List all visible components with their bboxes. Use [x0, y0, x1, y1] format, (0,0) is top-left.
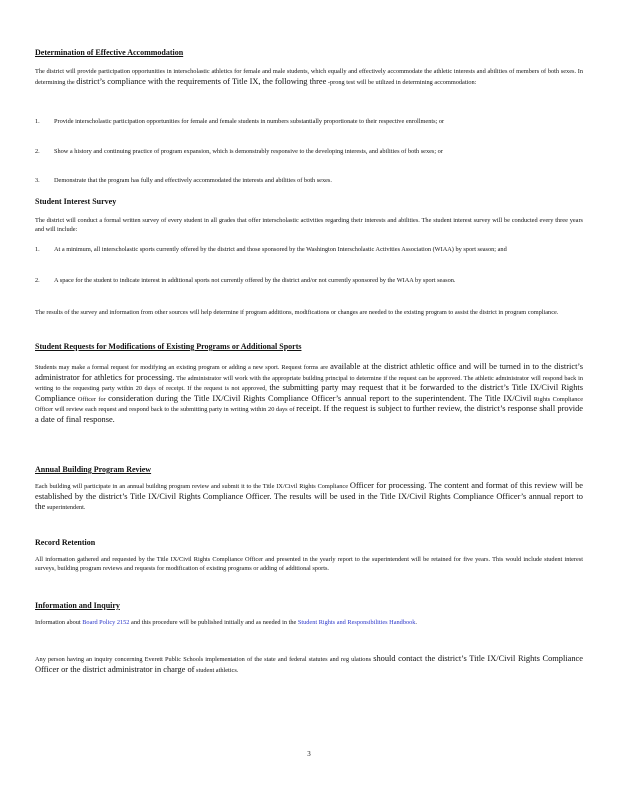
annual-p1d: superintendent.	[46, 504, 86, 512]
inquiry-p2a: Any person having an inquiry concerning Everett Public Schools implementation of the state and federal statutes and reg ulations	[35, 656, 372, 663]
annual-p1c: Compliance Officer. The results will be used in the Title IX/Civil Rights Compliance Officer’s annual report to the	[35, 491, 583, 512]
heading-requests: Student Requests for Modifications of Existing Programs or Additional Sports	[35, 342, 302, 351]
requests-p1d: the submitting party may request that it be forwarded to the district’s Title IX/Civil Rights Compliance	[35, 383, 583, 403]
list-number: 1.	[35, 118, 40, 125]
annual-p1a: Each building will participate in an annual building program review and submit it to the Title IX/Civil Rights Compliance	[35, 483, 349, 490]
list-number: 3.	[35, 177, 40, 184]
determination-intro	[35, 68, 583, 87]
heading-survey: Student Interest Survey	[35, 197, 117, 206]
requests-p1f: consideration during the Title IX/Civil Rights Compliance Officer’s annual report to the superintendent. The Title IX/Civil	[108, 393, 532, 403]
inquiry-p2b: should contact the district’s Title IX/Civil Rights Compliance Officer or the district administrator in charge of	[35, 654, 583, 674]
inquiry-p2c: student athletics.	[196, 666, 239, 674]
heading-determination: Determination of Effective Accommodation	[35, 48, 184, 57]
list-number: 1.	[35, 246, 40, 253]
requests-p1e: Officer for	[77, 395, 106, 403]
record-body: All information gathered and requested by the Title IX/Civil Rights Compliance Officer and presented in the yearly report to the superintendent will be retained for five years. This would include student interest surveys, building program reviews and requests for modification of existing programs or adding of additional sports.	[35, 556, 583, 572]
list-text: Demonstrate that the program has fully and effectively accommodated the interests and abilities of both sexes.	[54, 177, 332, 184]
inquiry-p1-end: .	[415, 619, 417, 626]
board-policy-link[interactable]: Board Policy 2152	[82, 619, 130, 626]
determination-intro-b: district’s compliance with the requirements of Title IX, the following three	[76, 76, 327, 86]
inquiry-p1-mid: and this procedure will be published initially and as needed in the	[131, 619, 297, 626]
list-text: Provide interscholastic participation opportunities for female and female students in numbers substantially proportionate to their respective enrollments; or	[54, 118, 445, 125]
heading-inquiry: Information and Inquiry	[35, 601, 120, 610]
determination-intro-a: The district will provide participation opportunities in interscholastic athletics for female and male students, which equally and effectively accommodate the athletic interests and abilities of members of both sexes. In determining the	[35, 68, 583, 86]
requests-p1h: receipt. If the request is subject to further review, the district’s response shall provide a date of final response.	[35, 404, 583, 424]
requests-p1a: Students may make a formal request for modifying an existing program or adding a new sport. Request forms are	[35, 364, 329, 371]
heading-record: Record Retention	[35, 538, 96, 547]
determination-intro-c: -prong test will be utilized in determining accommodation:	[327, 78, 477, 86]
survey-intro: The district will conduct a formal written survey of every student in all grades that offer interscholastic activities regarding their interests and abilities. The student interest survey will be conducted every three years and will include:	[35, 217, 583, 233]
page-number: 3	[307, 750, 311, 758]
inquiry-p1-pre: Information about	[35, 619, 81, 626]
survey-outro: The results of the survey and information from other sources will help determine if program additions, modifications or changes are needed to the existing program to assist the district in program compliance.	[35, 309, 559, 316]
list-text: Show a history and continuing practice of program expansion, which is demonstrably responsive to the developing interests, and abilities of both sexes; or	[54, 148, 443, 155]
annual-p1b: Officer for processing. The content and format of this review will be established by the district’s Title IX/Civil Rights	[35, 481, 583, 501]
requests-p1c: The administrator will work with the appropriate building principal to determine if the request can be approved. The athletic administrator will respond back in writing to the requesting party within 20 days of receipt. If the request is not approved,	[35, 374, 583, 393]
requests-p1b: available at the district athletic office and will be turned in to the district’s administrator for athletics for processing.	[35, 362, 584, 382]
handbook-link[interactable]: Student Rights and Responsibilities Handbook	[297, 619, 416, 626]
list-text: A space for the student to indicate interest in additional sports not currently offered by the district and/or not currently sponsored by the WIAA by sport season.	[54, 277, 456, 284]
list-text: At a minimum, all interscholastic sports currently offered by the district and those sponsored by the Washington Interscholastic Activities Association (WIAA) by sport season; and	[54, 246, 507, 253]
requests-p1g: Rights Compliance Officer will review each request and respond back to the submitting party in writing within 20 days of	[35, 395, 583, 414]
list-number: 2.	[35, 148, 40, 155]
annual-body	[35, 481, 583, 513]
inquiry-p1	[35, 619, 583, 628]
requests-body	[35, 362, 583, 426]
list-number: 2.	[35, 277, 40, 284]
inquiry-p2	[35, 654, 583, 675]
heading-annual: Annual Building Program Review	[35, 465, 152, 474]
